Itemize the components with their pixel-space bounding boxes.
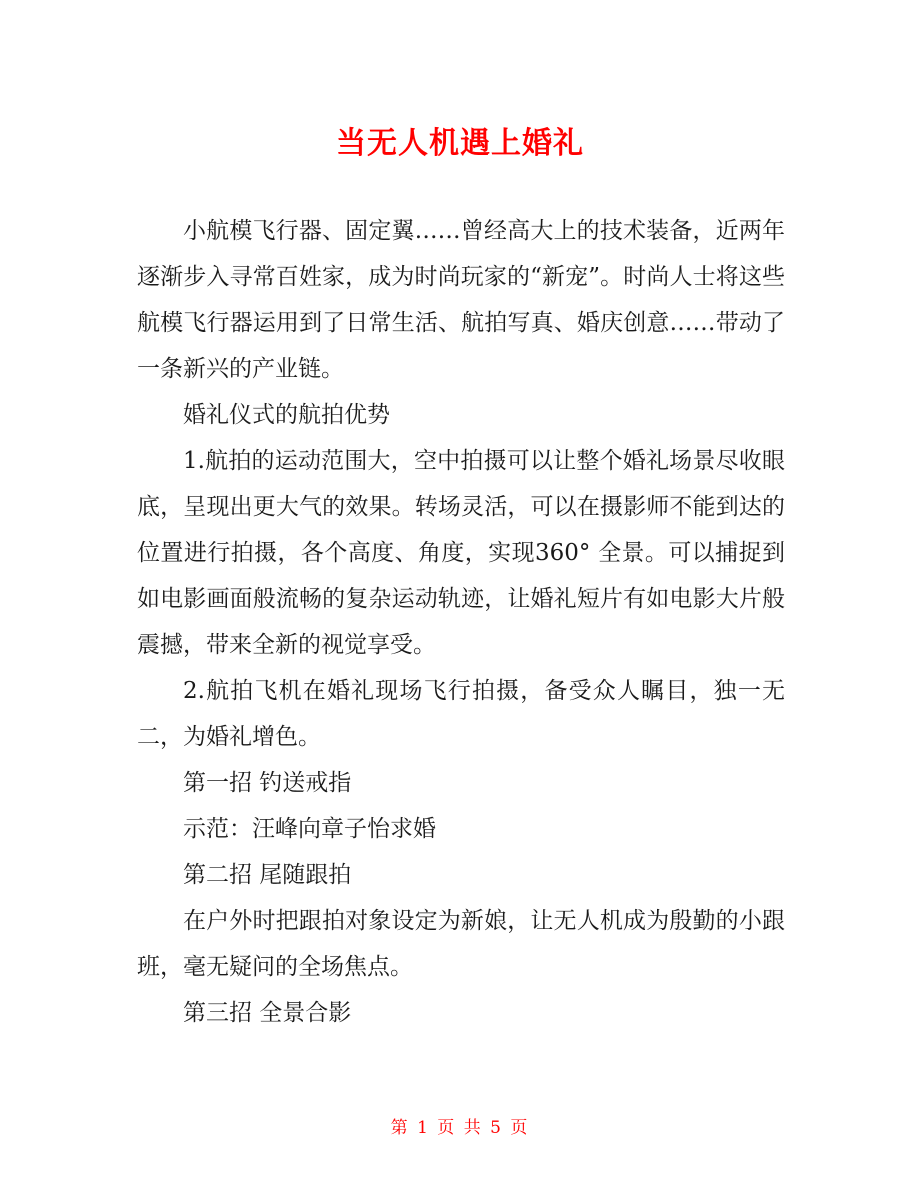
- page-footer: 第 1 页 共 5 页: [390, 1118, 530, 1138]
- tip-description-2: 在户外时把跟拍对象设定为新娘，让无人机成为殷勤的小跟班，毫无疑问的全场焦点。: [137, 908, 785, 980]
- paragraph-advantage-2: 2.航拍飞机在婚礼现场飞行拍摄，备受众人瞩目，独一无二，为婚礼增色。: [137, 678, 785, 750]
- tip-heading-2: 第二招 尾随跟拍: [183, 862, 352, 888]
- tip-heading-1: 第一招 钓送戒指: [183, 770, 352, 796]
- document-body: [137, 208, 785, 1036]
- paragraph-advantage-1: 1.航拍的运动范围大，空中拍摄可以让整个婚礼场景尽收眼底，呈现出更大气的效果。转场灵活，可以在摄影师不能到达的位置进行拍摄，各个高度、角度，实现360° 全景。可以捕捉到如电影画面般流畅的复杂运动轨迹，让婚礼短片有如电影大片般震撼，带来全新的视觉享受。: [137, 448, 785, 658]
- paragraph-intro: 小航模飞行器、固定翼……曾经高大上的技术装备，近两年逐渐步入寻常百姓家，成为时尚玩家的“新宠”。时尚人士将这些航模飞行器运用到了日常生活、航拍写真、婚庆创意……带动了一条新兴的产业链。: [137, 218, 785, 382]
- document-title: 当无人机遇上婚礼: [336, 126, 584, 161]
- tip-example-1: 示范：汪峰向章子怡求婚: [183, 816, 436, 842]
- section-heading-advantages: 婚礼仪式的航拍优势: [183, 402, 390, 428]
- tip-heading-3: 第三招 全景合影: [183, 1000, 352, 1026]
